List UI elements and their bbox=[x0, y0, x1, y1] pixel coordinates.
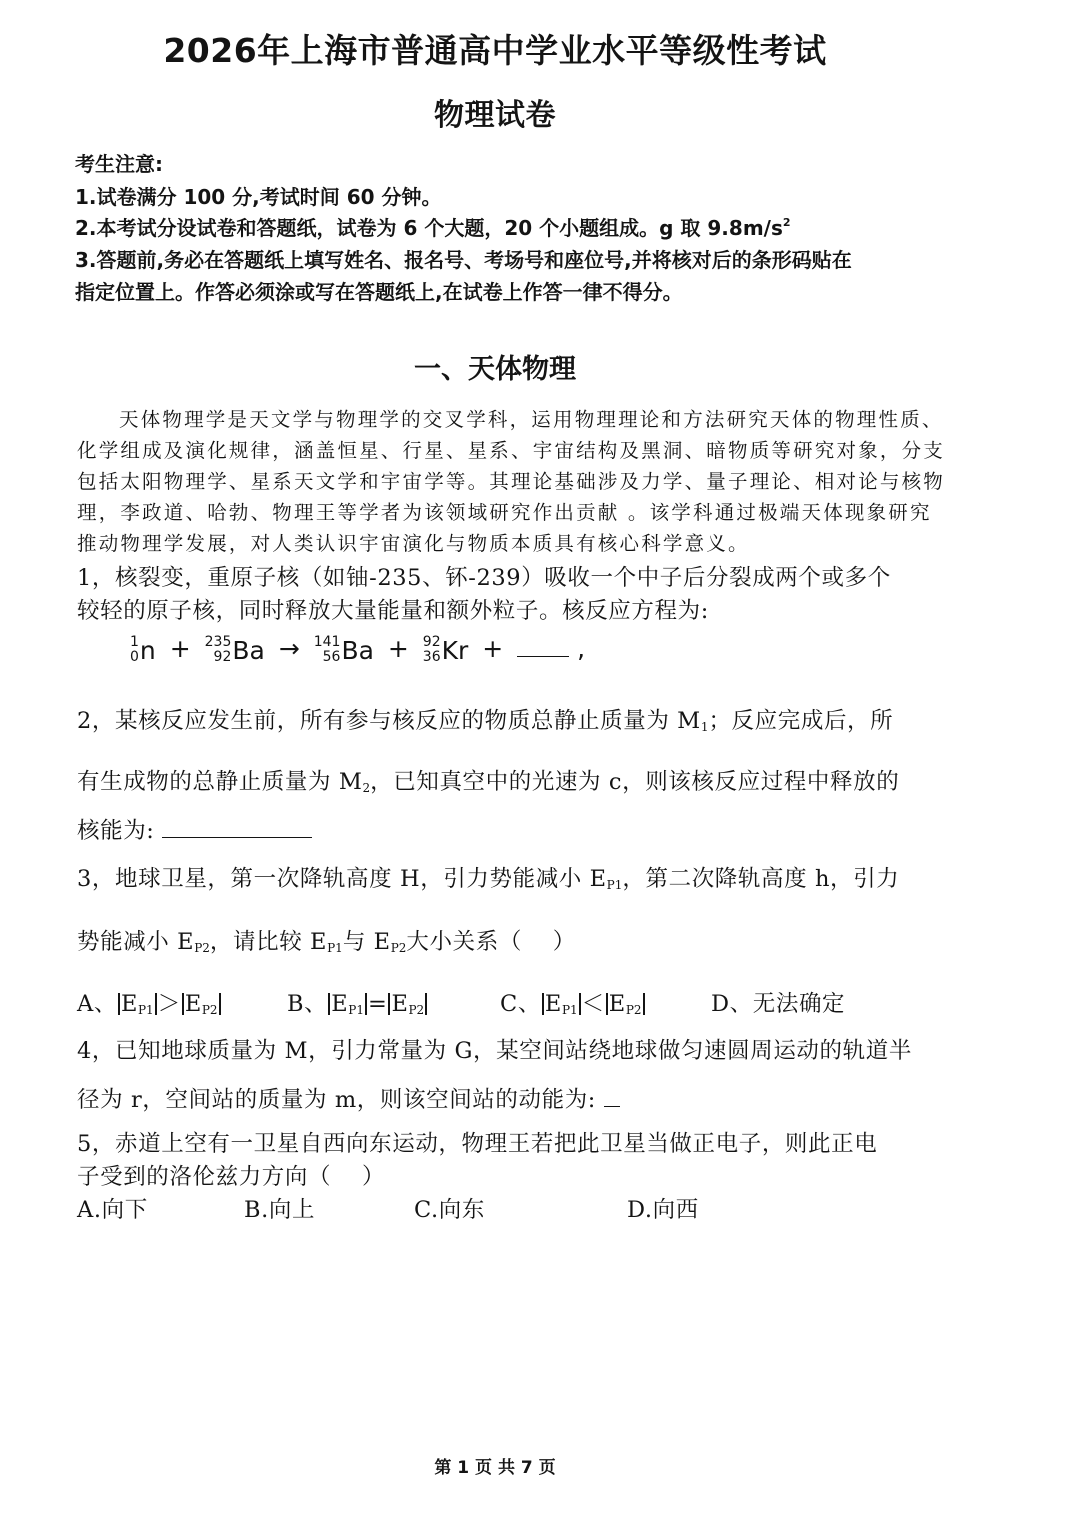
q2-line-3: 核能为: bbox=[77, 813, 312, 845]
q5-option-c[interactable]: C.向东 bbox=[414, 1197, 485, 1223]
intro-line-2: 化学组成及演化规律，涵盖恒星、行星、星系、宇宙结构及黑洞、暗物质等研究对象，分支 bbox=[77, 439, 946, 462]
q1-line-1: 1，核裂变，重原子核（如铀-235、钚-239）吸收一个中子后分裂成两个或多个 bbox=[77, 565, 891, 591]
q5-line-1: 5，赤道上空有一卫星自西向东运动，物理王若把此卫星当做正电子，则此正电 bbox=[77, 1131, 878, 1157]
q3-line-1: 3，地球卫星，第一次降轨高度 H，引力势能减小 $E_{P1}$，第二次降轨高度 h，引力 bbox=[77, 866, 900, 892]
q5-line-2: 子受到的洛伦兹力方向（ ） bbox=[77, 1164, 386, 1190]
q3-option-d[interactable]: D、无法确定 bbox=[711, 991, 846, 1017]
q1-answer-blank[interactable] bbox=[517, 656, 569, 657]
q1-line-2: 较轻的原子核，同时释放大量能量和额外粒子。核反应方程为: bbox=[77, 598, 709, 624]
q4-line-2: 径为 r，空间站的质量为 m，则该空间站的动能为: bbox=[77, 1082, 620, 1114]
q3-option-a[interactable]: A、 $E_{P1} > E_{P2}$ bbox=[77, 986, 222, 1018]
notice-line-2: 2.本考试分设试卷和答题纸，试卷为 6 个大题，20 个小题组成。g 取 $9.8m/s^2$ bbox=[75, 216, 791, 240]
krypton-term: 92 36 Kr bbox=[422, 634, 469, 665]
exam-title: 2026年上海市普通高中学业水平等级性考试 bbox=[163, 31, 827, 70]
q3-option-c[interactable]: C、 $E_{P1} < E_{P2}$ bbox=[500, 986, 646, 1018]
q2-line-1: 2，某核反应发生前，所有参与核反应的物质总静止质量为 $M_1$；反应完成后，所 bbox=[77, 708, 894, 734]
barium-141-term: 141 56 Ba bbox=[313, 634, 374, 665]
q2-line-2: 有生成物的总静止质量为 $M_2$，已知真空中的光速为 c，则该核反应过程中释放的 bbox=[77, 769, 900, 795]
intro-line-5: 推动物理学发展，对人类认识宇宙演化与物质本质具有核心科学意义。 bbox=[77, 532, 750, 555]
q5-option-d[interactable]: D.向西 bbox=[627, 1197, 699, 1223]
notice-heading: 考生注意: bbox=[75, 152, 163, 176]
nuclear-equation: 1 0 n + 235 92 Ba → 141 56 Ba + 92 36 Kr + , bbox=[130, 634, 586, 665]
intro-line-4: 理，李政道、哈勃、物理王等学者为该领域研究作出贡献 。该学科通过极端天体现象研究 bbox=[77, 501, 932, 524]
q4-line-1: 4，已知地球质量为 M，引力常量为 G，某空间站绕地球做匀速圆周运动的轨道半 bbox=[77, 1038, 912, 1064]
page-number: 第 1 页 共 7 页 bbox=[434, 1458, 556, 1478]
intro-line-3: 包括太阳物理学、星系天文学和宇宙学等。其理论基础涉及力学、量子理论、相对论与核物 bbox=[77, 470, 946, 493]
q5-option-a[interactable]: A.向下 bbox=[77, 1197, 148, 1223]
intro-line-1: 天体物理学是天文学与物理学的交叉学科，运用物理理论和方法研究天体的物理性质、 bbox=[119, 408, 944, 431]
notice-line-3b: 指定位置上。作答必须涂或写在答题纸上,在试卷上作答一律不得分。 bbox=[75, 280, 683, 304]
q3-option-b[interactable]: B、 $E_{P1} = E_{P2}$ bbox=[287, 986, 428, 1018]
exam-subtitle: 物理试卷 bbox=[434, 98, 556, 133]
q4-answer-blank[interactable] bbox=[604, 1106, 620, 1107]
q3-line-2: 势能减小 $E_{P2}$，请比较 $E_{P1}$与 $E_{P2}$大小关系（ ） bbox=[77, 929, 576, 955]
notice-line-3a: 3.答题前,务必在答题纸上填写姓名、报名号、考场号和座位号,并将核对后的条形码贴在 bbox=[75, 248, 852, 272]
notice-line-1: 1.试卷满分 100 分,考试时间 60 分钟。 bbox=[75, 185, 442, 209]
q2-answer-blank[interactable] bbox=[162, 837, 312, 838]
q5-option-b[interactable]: B.向上 bbox=[244, 1197, 316, 1223]
neutron-term: 1 0 n bbox=[130, 634, 156, 665]
section-title: 一、天体物理 bbox=[414, 354, 576, 385]
barium-235-term: 235 92 Ba bbox=[204, 634, 265, 665]
